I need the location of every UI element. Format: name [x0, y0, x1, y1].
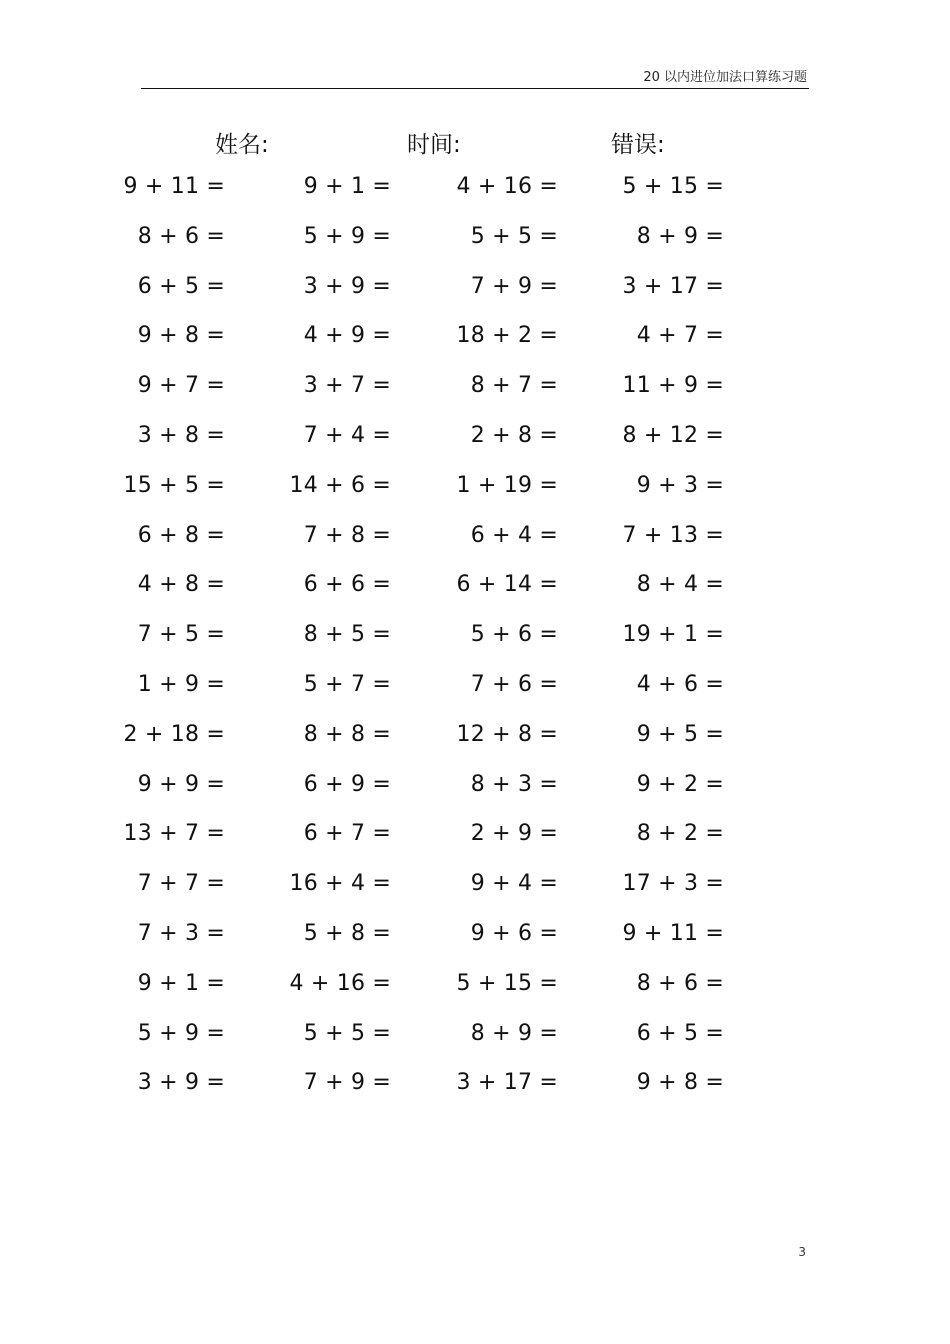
math-problem: 3 + 7 =	[303, 373, 391, 399]
problem-row	[0, 1013, 950, 1063]
math-problem: 4 + 6 =	[636, 671, 724, 697]
problem-row	[0, 415, 950, 465]
math-problem: 9 + 8 =	[137, 323, 225, 349]
math-problem: 7 + 5 =	[137, 622, 225, 648]
problem-row	[0, 963, 950, 1013]
math-problem: 9 + 6 =	[470, 920, 558, 946]
problem-row	[0, 166, 950, 216]
errors-label: 错误:	[611, 132, 665, 158]
math-problem: 6 + 7 =	[303, 821, 391, 847]
math-problem: 9 + 3 =	[636, 472, 724, 498]
math-problem: 5 + 7 =	[303, 671, 391, 697]
math-problem: 6 + 6 =	[303, 572, 391, 598]
math-problem: 7 + 13 =	[622, 522, 724, 548]
math-problem: 8 + 4 =	[636, 572, 724, 598]
problem-row	[0, 365, 950, 415]
math-problem: 9 + 8 =	[636, 1070, 724, 1096]
math-problem: 8 + 6 =	[636, 970, 724, 996]
math-problem: 4 + 16 =	[289, 970, 391, 996]
math-problem: 2 + 8 =	[470, 422, 558, 448]
math-problem: 14 + 6 =	[289, 472, 391, 498]
name-label: 姓名:	[215, 132, 269, 158]
math-problem: 8 + 6 =	[137, 223, 225, 249]
problem-row	[0, 515, 950, 565]
math-problem: 7 + 4 =	[303, 422, 391, 448]
math-problem: 9 + 1 =	[303, 174, 391, 199]
math-problem: 9 + 11 =	[123, 174, 225, 199]
math-problem: 17 + 3 =	[622, 871, 724, 897]
math-problem: 7 + 9 =	[470, 273, 558, 299]
problem-grid	[0, 166, 950, 1112]
math-problem: 6 + 4 =	[470, 522, 558, 548]
problem-row	[0, 863, 950, 913]
math-problem: 8 + 7 =	[470, 373, 558, 399]
math-problem: 4 + 16 =	[456, 174, 558, 199]
math-problem: 8 + 8 =	[303, 721, 391, 747]
math-problem: 9 + 1 =	[137, 970, 225, 996]
problem-row	[0, 813, 950, 863]
header-title: 20 以内进位加法口算练习题	[643, 70, 807, 85]
problem-row	[0, 913, 950, 963]
math-problem: 3 + 9 =	[303, 273, 391, 299]
problem-row	[0, 764, 950, 814]
math-problem: 9 + 7 =	[137, 373, 225, 399]
math-problem: 4 + 7 =	[636, 323, 724, 349]
math-problem: 16 + 4 =	[289, 871, 391, 897]
math-problem: 11 + 9 =	[622, 373, 724, 399]
math-problem: 5 + 15 =	[622, 174, 724, 199]
math-problem: 5 + 5 =	[470, 223, 558, 249]
math-problem: 8 + 5 =	[303, 622, 391, 648]
math-problem: 8 + 2 =	[636, 821, 724, 847]
math-problem: 8 + 9 =	[636, 223, 724, 249]
math-problem: 5 + 15 =	[456, 970, 558, 996]
problem-row	[0, 465, 950, 515]
math-problem: 1 + 19 =	[456, 472, 558, 498]
math-problem: 19 + 1 =	[622, 622, 724, 648]
math-problem: 12 + 8 =	[456, 721, 558, 747]
problem-row	[0, 315, 950, 365]
problem-row	[0, 266, 950, 316]
math-problem: 3 + 17 =	[622, 273, 724, 299]
math-problem: 9 + 4 =	[470, 871, 558, 897]
math-problem: 7 + 3 =	[137, 920, 225, 946]
math-problem: 1 + 9 =	[137, 671, 225, 697]
math-problem: 9 + 9 =	[137, 771, 225, 797]
math-problem: 9 + 5 =	[636, 721, 724, 747]
math-problem: 15 + 5 =	[123, 472, 225, 498]
problem-row	[0, 664, 950, 714]
math-problem: 5 + 8 =	[303, 920, 391, 946]
math-problem: 4 + 9 =	[303, 323, 391, 349]
math-problem: 6 + 14 =	[456, 572, 558, 598]
math-problem: 13 + 7 =	[123, 821, 225, 847]
problem-row	[0, 714, 950, 764]
math-problem: 7 + 8 =	[303, 522, 391, 548]
math-problem: 8 + 9 =	[470, 1020, 558, 1046]
math-problem: 3 + 9 =	[137, 1070, 225, 1096]
math-problem: 9 + 2 =	[636, 771, 724, 797]
math-problem: 5 + 5 =	[303, 1020, 391, 1046]
math-problem: 5 + 6 =	[470, 622, 558, 648]
problem-row	[0, 614, 950, 664]
math-problem: 7 + 7 =	[137, 871, 225, 897]
student-info-labels	[0, 126, 950, 160]
math-problem: 6 + 9 =	[303, 771, 391, 797]
math-problem: 7 + 9 =	[303, 1070, 391, 1096]
math-problem: 8 + 12 =	[622, 422, 724, 448]
math-problem: 2 + 18 =	[123, 721, 225, 747]
math-problem: 2 + 9 =	[470, 821, 558, 847]
problem-row	[0, 216, 950, 266]
math-problem: 3 + 8 =	[137, 422, 225, 448]
math-problem: 6 + 8 =	[137, 522, 225, 548]
problem-row	[0, 1062, 950, 1112]
math-problem: 4 + 8 =	[137, 572, 225, 598]
time-label: 时间:	[407, 132, 461, 158]
problem-row	[0, 564, 950, 614]
page-number: 3	[798, 1245, 806, 1259]
math-problem: 8 + 3 =	[470, 771, 558, 797]
header-divider	[141, 88, 809, 89]
math-problem: 9 + 11 =	[622, 920, 724, 946]
math-problem: 6 + 5 =	[636, 1020, 724, 1046]
math-problem: 5 + 9 =	[137, 1020, 225, 1046]
math-problem: 6 + 5 =	[137, 273, 225, 299]
math-problem: 18 + 2 =	[456, 323, 558, 349]
math-problem: 3 + 17 =	[456, 1070, 558, 1096]
math-problem: 5 + 9 =	[303, 223, 391, 249]
math-problem: 7 + 6 =	[470, 671, 558, 697]
